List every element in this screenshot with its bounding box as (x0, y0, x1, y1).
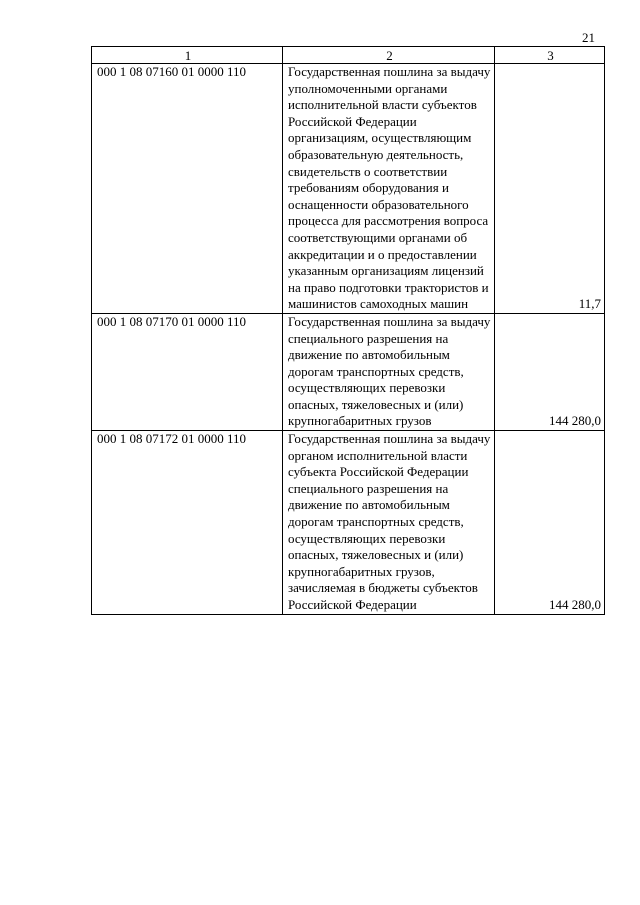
amount-cell: 144 280,0 (495, 313, 605, 430)
column-header-2: 2 (283, 47, 495, 64)
description-cell: Государственная пошлина за выдачу уполномоченными органами исполнительной власти субъектов Российской Федерации организациям, осуществляющим образовательную деятельность, свидетельств о соответствии требованиям оборудования и оснащенности образовательного процесса для рассмотрения вопроса соответствующими органами об аккредитации и о предоставлении указанным организациям лицензий на право подготовки трактористов и машинистов самоходных машин (283, 64, 495, 314)
budget-code-cell: 000 1 08 07172 01 0000 110 (92, 431, 283, 615)
budget-code-cell: 000 1 08 07160 01 0000 110 (92, 64, 283, 314)
budget-table (91, 46, 605, 615)
table-row (92, 64, 605, 314)
description-cell: Государственная пошлина за выдачу органом исполнительной власти субъекта Российской Федерации специального разрешения на движение по автомобильным дорогам транспортных средств, осуществляющих перевозки опасных, тяжеловесных и (или) крупногабаритных грузов, зачисляемая в бюджеты субъектов Российской Федерации (283, 431, 495, 615)
column-header-3: 3 (495, 47, 605, 64)
page-number: 21 (582, 30, 595, 45)
table-header-row (92, 47, 605, 64)
amount-cell: 11,7 (495, 64, 605, 314)
table-row (92, 431, 605, 615)
amount-cell: 144 280,0 (495, 431, 605, 615)
description-cell: Государственная пошлина за выдачу специального разрешения на движение по автомобильным дорогам транспортных средств, осуществляющих перевозки опасных, тяжеловесных и (или) крупногабаритных грузов (283, 313, 495, 430)
budget-code-cell: 000 1 08 07170 01 0000 110 (92, 313, 283, 430)
table-row (92, 313, 605, 430)
column-header-1: 1 (92, 47, 283, 64)
